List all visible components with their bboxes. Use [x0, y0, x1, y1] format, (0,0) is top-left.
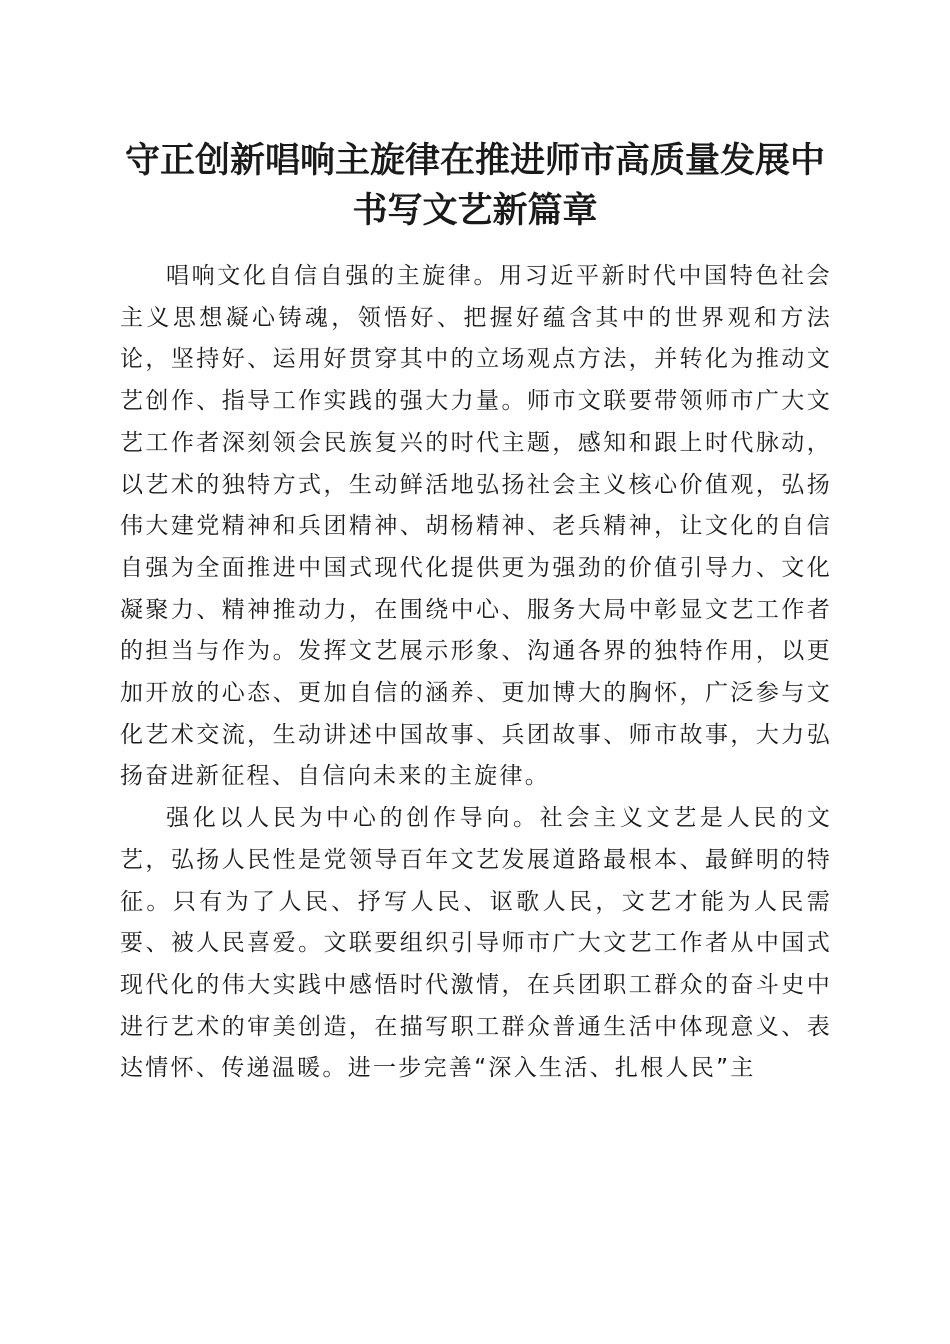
title-line-1: 守正创新唱响主旋律在推进师市高质量发展中: [124, 140, 825, 181]
paragraph-culture-confidence: 唱响文化自信自强的主旋律。用习近平新时代中国特色社会主义思想凝心铸魂，领悟好、把握好蕴含其中的世界观和方法论，坚持好、运用好贯穿其中的立场观点方法，并转化为推动文艺创作、指导工作实践的强大力量。师市文联要带领师市广大文艺工作者深刻领会民族复兴的时代主题，感知和跟上时代脉动，以艺术的独特方式，生动鲜活地弘扬社会主义核心价值观，弘扬伟大建党精神和兵团精神、胡杨精神、老兵精神，让文化的自信自强为全面推进中国式现代化提供更为强劲的价值引导力、文化凝聚力、精神推动力，在围绕中心、服务大局中彰显文艺工作者的担当与作为。发挥文艺展示形象、沟通各界的独特作用，以更加开放的心态、更加自信的涵养、更加博大的胸怀，广泛参与文化艺术交流，生动讲述中国故事、兵团故事、师市故事，大力弘扬奋进新征程、自信向未来的主旋律。: [120, 263, 832, 790]
paragraph-people-centered: 强化以人民为中心的创作导向。社会主义文艺是人民的文艺，弘扬人民性是党领导百年文艺发展道路最根本、最鲜明的特征。只有为了人民、抒写人民、讴歌人民，文艺才能为人民需要、被人民喜爱。文联要组织引导师市广大文艺工作者从中国式现代化的伟大实践中感悟时代激情，在兵团职工群众的奋斗史中进行艺术的审美创造，在描写职工群众普通生活中体现意义、表达情怀、传递温暖。进一步完善“深入生活、扎根人民”主: [120, 805, 832, 1082]
title-line-2: 书写文艺新篇章: [352, 190, 598, 231]
document-body: [120, 256, 832, 1090]
document-title: [100, 136, 850, 236]
